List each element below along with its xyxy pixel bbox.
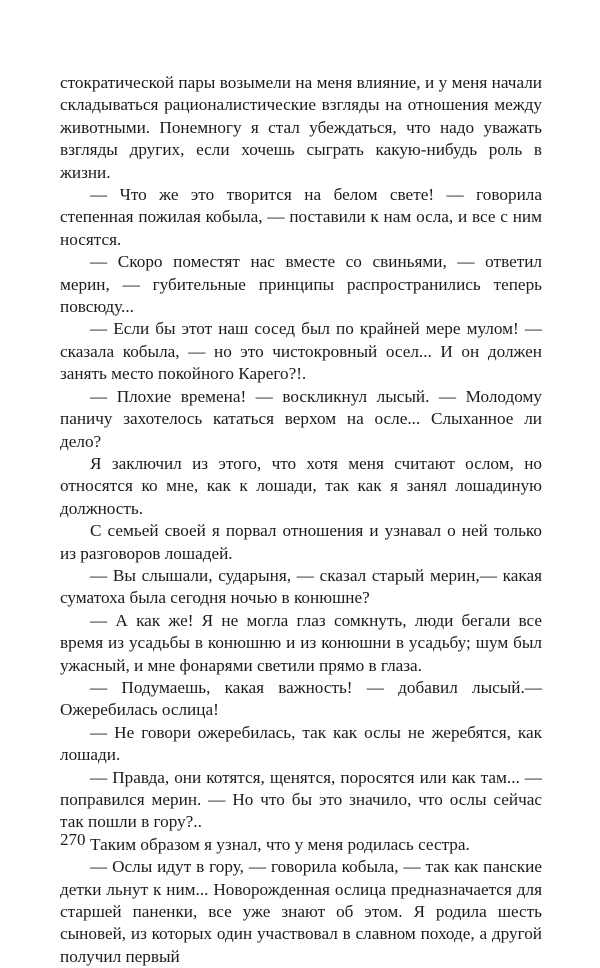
paragraph: — Подумаешь, какая важность! — добавил лысый.— Ожеребилась ослица!	[60, 677, 542, 720]
paragraph: — Ослы идут в гору, — говорила кобыла, — так как панские детки льнут к ним... Новорожденная ослица предназначается для старшей паненки, все уже знают об этом. Я родила шесть сыновей, из которых один участвовал в славном походе, а другой получил первый	[60, 857, 542, 966]
paragraph: — Если бы этот наш сосед был по крайней мере мулом! — сказала кобыла, — но это чистокровный осел... И он должен занять место покойного Карего?!.	[60, 319, 542, 384]
paragraph: — Что же это творится на белом свете! — говорила степенная пожилая кобыла, — поставили к нам осла, и все с ним носятся.	[60, 185, 542, 249]
paragraph: — Не говори ожеребилась, так как ослы не жеребятся, как лошади.	[60, 722, 542, 765]
paragraph: — А как же! Я не могла глаз сомкнуть, люди бегали все время из усадьбы в конюшню и из конюшни в усадьбу; шум был ужасный, и мне фонарями светили прямо в глаза.	[60, 610, 542, 675]
paragraph: — Скоро поместят нас вместе со свиньями, — ответил мерин, — губительные принципы распространились теперь повсюду...	[60, 252, 542, 317]
paragraph: Я заключил из этого, что хотя меня считают ослом, но относятся ко мне, как к лошади, так как я занял лошадиную должность.	[60, 453, 542, 518]
paragraph: С семьей своей я порвал отношения и узнавал о ней только из разговоров лошадей.	[60, 521, 542, 563]
paragraph: стократической пары возымели на меня влияние, и у меня начали складываться рационалистические взгляды на отношения между животными. Понемногу я стал убеждаться, что надо уважать взгляды других, если хочешь сыграть какую-нибудь роль в жизни.	[60, 73, 542, 182]
paragraph: Таким образом я узнал, что у меня родилась сестра.	[90, 834, 470, 854]
paragraph: — Плохие времена! — воскликнул лысый. — Молодому паничу захотелось кататься верхом на осле... Слыханное ли дело?	[60, 386, 542, 451]
page-body-text	[60, 72, 542, 968]
page-number: 270	[60, 830, 86, 849]
paragraph: — Вы слышали, сударыня, — сказал старый мерин,— какая суматоха была сегодня ночью в конюшне?	[60, 565, 542, 608]
paragraph: — Правда, они котятся, щенятся, поросятся или как там... — поправился мерин. — Но что бы это значило, что ослы сейчас так пошли в гору?..	[60, 767, 542, 832]
